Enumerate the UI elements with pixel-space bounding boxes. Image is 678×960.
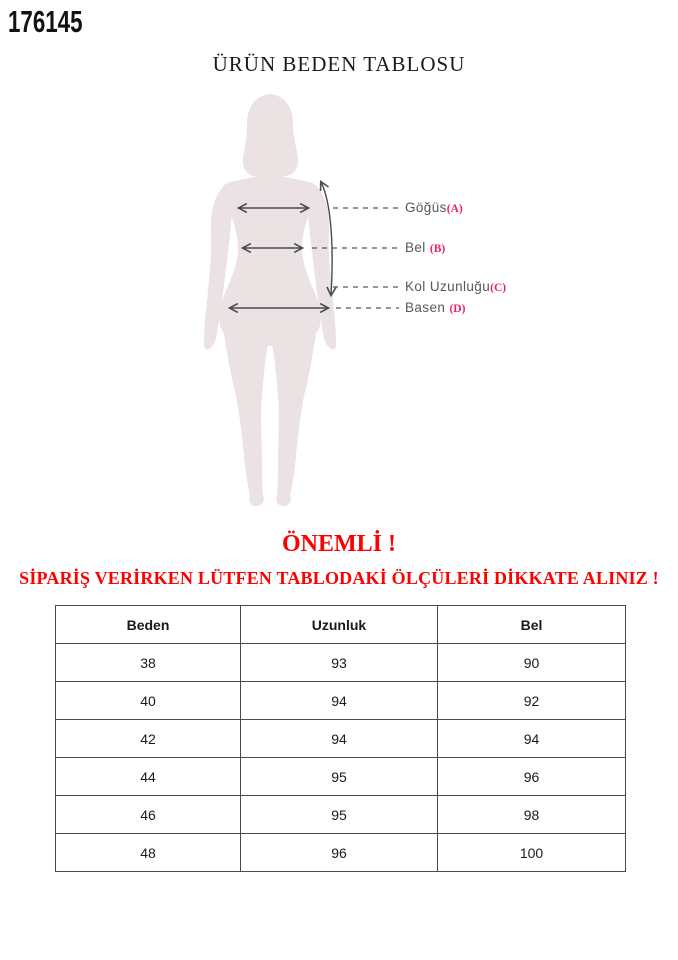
table-cell: 95: [241, 758, 438, 796]
table-cell: 38: [56, 644, 241, 682]
table-cell: 42: [56, 720, 241, 758]
measurement-label-gogus: [405, 200, 463, 215]
size-table: [55, 605, 626, 872]
table-cell: 98: [438, 796, 626, 834]
table-row: [56, 644, 626, 682]
measurement-code: (A): [446, 203, 463, 215]
measurement-label-bel: [405, 240, 445, 255]
column-header: Bel: [438, 606, 626, 644]
measurement-label-kol-uzunlugu: [405, 279, 506, 294]
table-cell: 48: [56, 834, 241, 872]
table-cell: 94: [438, 720, 626, 758]
table-cell: 93: [241, 644, 438, 682]
measurement-name: Göğüs: [405, 200, 447, 215]
product-code: 176145: [8, 4, 83, 39]
table-cell: 95: [241, 796, 438, 834]
table-cell: 92: [438, 682, 626, 720]
table-cell: 46: [56, 796, 241, 834]
size-table-header-row: [56, 606, 626, 644]
table-cell: 94: [241, 720, 438, 758]
table-row: [56, 834, 626, 872]
measurement-code: (C): [490, 282, 507, 294]
female-silhouette-graphic: [0, 85, 678, 525]
important-heading: ÖNEMLİ !: [282, 531, 396, 557]
measurement-name: Basen: [405, 300, 450, 315]
table-cell: 100: [438, 834, 626, 872]
body-measurement-diagram: [0, 85, 678, 525]
measurement-name: Kol Uzunluğu: [405, 279, 491, 294]
table-row: [56, 720, 626, 758]
measurement-name: Bel: [405, 240, 430, 255]
table-cell: 44: [56, 758, 241, 796]
table-cell: 40: [56, 682, 241, 720]
measurement-code: (B): [429, 243, 446, 255]
table-cell: 96: [438, 758, 626, 796]
measurement-label-basen: [405, 300, 465, 315]
table-row: [56, 796, 626, 834]
important-subheading: SİPARİŞ VERİRKEN LÜTFEN TABLODAKİ ÖLÇÜLERİ DİKKATE ALINIZ !: [19, 568, 659, 588]
silhouette-shape: [204, 94, 337, 506]
table-row: [56, 758, 626, 796]
column-header: Beden: [56, 606, 241, 644]
table-cell: 94: [241, 682, 438, 720]
table-cell: 96: [241, 834, 438, 872]
table-row: [56, 682, 626, 720]
column-header: Uzunluk: [241, 606, 438, 644]
page-title: ÜRÜN BEDEN TABLOSU: [212, 52, 466, 76]
measurement-code: (D): [449, 303, 466, 315]
table-cell: 90: [438, 644, 626, 682]
